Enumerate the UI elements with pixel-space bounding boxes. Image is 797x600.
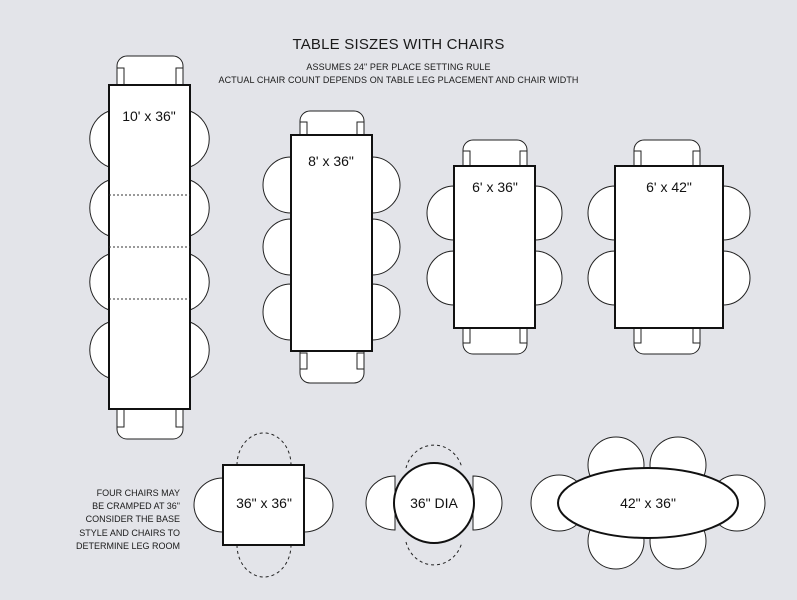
chair-icon (427, 251, 454, 305)
chair-icon (90, 111, 109, 167)
chair-icon (190, 322, 209, 378)
diagram-subtitle-line-1: ASSUMES 24" PER PLACE SETTING RULE (306, 62, 491, 72)
chair-post (520, 328, 527, 343)
chair-icon (535, 186, 562, 240)
diagram-subtitle-line-2: ACTUAL CHAIR COUNT DEPENDS ON TABLE LEG PLACEMENT AND CHAIR WIDTH (218, 75, 579, 85)
chair-post (357, 353, 364, 369)
chair-icon (190, 111, 209, 167)
chair-post (176, 68, 183, 86)
chair-icon (535, 251, 562, 305)
table-10ft-x-36in-group (90, 56, 209, 439)
chair-icon (190, 180, 209, 236)
table-label: 6' x 36" (472, 179, 518, 195)
table-label: 42" x 36" (620, 495, 676, 511)
chair-post (176, 409, 183, 427)
chair-icon (90, 254, 109, 310)
chair-icon (473, 476, 502, 530)
chair-icon (194, 478, 223, 532)
chair-icon (190, 254, 209, 310)
chair-icon (372, 219, 400, 275)
table-36in-round-group (366, 445, 502, 565)
chair-post (634, 328, 641, 343)
table-8ft-x-36in-group (263, 111, 400, 383)
table-label: 10' x 36" (122, 108, 176, 124)
chair-post (693, 328, 700, 343)
note-line: BE CRAMPED AT 36" (92, 501, 180, 512)
chair-icon (366, 476, 395, 530)
note-line: STYLE AND CHAIRS TO (79, 527, 180, 538)
note-line: FOUR CHAIRS MAY (96, 488, 180, 498)
chair-icon (263, 219, 291, 275)
chair-post (117, 409, 124, 427)
table-6ft-x-42in-group (588, 140, 750, 354)
chair-icon (263, 157, 291, 213)
chair-icon (90, 180, 109, 236)
table-label: 6' x 42" (646, 179, 692, 195)
table-label: 36" DIA (410, 495, 458, 511)
table-label: 8' x 36" (308, 153, 354, 169)
chair-icon (723, 251, 750, 305)
table-6ft-x-36in-group (427, 140, 562, 354)
chair-post (520, 151, 527, 166)
chair-icon (372, 284, 400, 340)
chair-post (117, 68, 124, 86)
chair-post (300, 353, 307, 369)
chair-post (693, 151, 700, 166)
chair-icon (427, 186, 454, 240)
table-label: 36" x 36" (236, 495, 292, 511)
optional-chair-icon (237, 433, 291, 465)
optional-chair-icon (237, 545, 291, 577)
diagram-title: TABLE SISZES WITH CHAIRS (292, 36, 505, 53)
note-line: DETERMINE LEG ROOM (75, 540, 180, 551)
chair-post (463, 328, 470, 343)
chair-icon (263, 284, 291, 340)
chair-icon (588, 186, 615, 240)
table-42in-oval-group (531, 437, 765, 569)
note-line: CONSIDER THE BASE (85, 514, 180, 525)
chair-icon (372, 157, 400, 213)
optional-chair-icon (406, 542, 462, 565)
table-36in-square-group (194, 433, 333, 577)
chair-icon (723, 186, 750, 240)
chair-icon (304, 478, 333, 532)
chair-post (463, 151, 470, 166)
chair-icon (588, 251, 615, 305)
chair-post (634, 151, 641, 166)
chair-icon (90, 322, 109, 378)
